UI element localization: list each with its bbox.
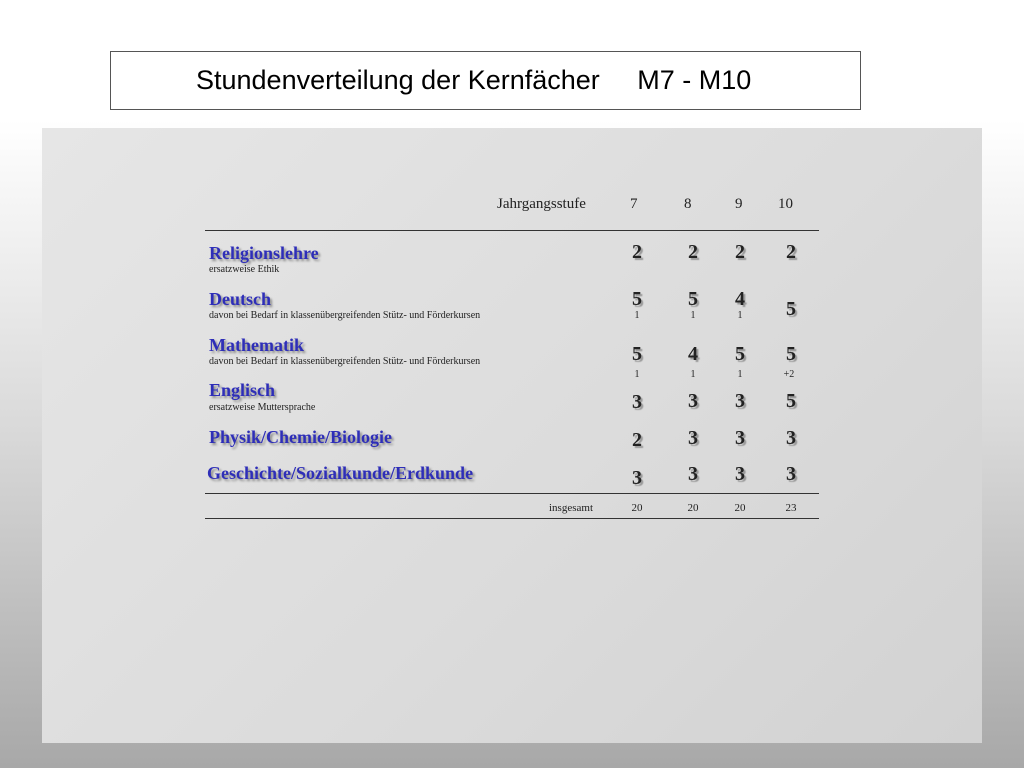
extra-mathematik-10: +2: [783, 369, 795, 380]
header-label: Jahrgangsstufe: [497, 196, 586, 212]
extra-mathematik-9: 1: [737, 369, 743, 380]
header-rule: [205, 230, 819, 231]
totals-rule-top: [205, 493, 819, 494]
subject-deutsch: Deutsch: [209, 289, 271, 309]
hours-deutsch-8: 5: [688, 288, 698, 310]
total-7: 20: [631, 502, 643, 514]
hours-physik-8: 3: [688, 427, 698, 449]
hours-englisch-7: 3: [632, 391, 642, 413]
total-9: 20: [734, 502, 746, 514]
content-panel: [42, 128, 982, 743]
title-box: [110, 51, 861, 110]
subject-mathematik: Mathematik: [209, 335, 304, 355]
subject-physik-chemie-biologie: Physik/Chemie/Biologie: [209, 427, 393, 447]
extra-mathematik-7: 1: [634, 369, 640, 380]
hours-mathematik-7: 5: [632, 343, 642, 365]
grade-9-header: 9: [735, 196, 743, 212]
extra-deutsch-7: 1: [634, 310, 640, 321]
hours-mathematik-8: 4: [688, 343, 698, 365]
extra-deutsch-8: 1: [690, 310, 696, 321]
total-8: 20: [687, 502, 699, 514]
grade-8-header: 8: [684, 196, 692, 212]
note-englisch: ersatzweise Muttersprache: [209, 402, 316, 413]
hours-englisch-9: 3: [735, 390, 745, 412]
hours-religionslehre-9: 2: [735, 241, 745, 263]
hours-religionslehre-8: 2: [688, 241, 698, 263]
hours-geschichte-9: 3: [735, 463, 745, 485]
hours-geschichte-10: 3: [786, 463, 796, 485]
hours-physik-7: 2: [632, 429, 642, 451]
hours-physik-9: 3: [735, 427, 745, 449]
subject-englisch: Englisch: [209, 380, 276, 400]
hours-deutsch-7: 5: [632, 288, 642, 310]
total-10: 23: [785, 502, 797, 514]
grade-10-header: 10: [778, 196, 793, 212]
hours-deutsch-9: 4: [735, 288, 745, 310]
subject-religionslehre: Religionslehre: [209, 243, 319, 263]
total-label: insgesamt: [549, 502, 593, 514]
hours-religionslehre-10: 2: [786, 241, 796, 263]
note-deutsch: davon bei Bedarf in klassenübergreifenden Stütz- und Förderkursen: [209, 310, 481, 321]
hours-geschichte-8: 3: [688, 463, 698, 485]
extra-mathematik-8: 1: [690, 369, 696, 380]
hours-geschichte-7: 3: [632, 467, 642, 489]
hours-physik-10: 3: [786, 427, 796, 449]
extra-deutsch-9: 1: [737, 310, 743, 321]
hours-deutsch-10: 5: [786, 298, 796, 320]
note-mathematik: davon bei Bedarf in klassenübergreifenden Stütz- und Förderkursen: [209, 356, 481, 367]
note-religionslehre: ersatzweise Ethik: [209, 264, 280, 275]
grade-7-header: 7: [630, 196, 638, 212]
hours-mathematik-10: 5: [786, 343, 796, 365]
hours-englisch-8: 3: [688, 390, 698, 412]
hours-mathematik-9: 5: [735, 343, 745, 365]
slide-title: Stundenverteilung der Kernfächer M7 - M10: [196, 65, 752, 95]
hours-englisch-10: 5: [786, 390, 796, 412]
subject-geschichte-sozialkunde-erdkunde: Geschichte/Sozialkunde/Erdkunde: [207, 463, 474, 483]
totals-rule-bottom: [205, 518, 819, 519]
hours-religionslehre-7: 2: [632, 241, 642, 263]
